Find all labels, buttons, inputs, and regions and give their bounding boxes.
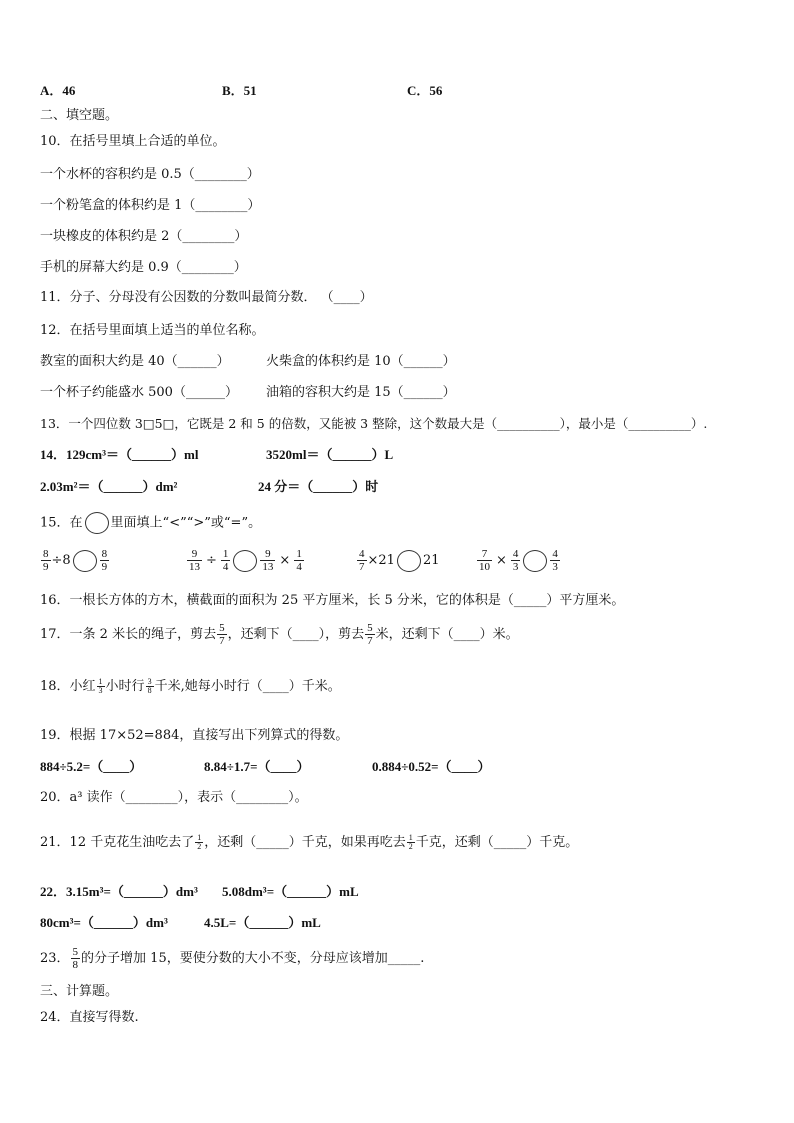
- option-c: C．56: [407, 83, 443, 98]
- fraction: $\frac{1}{4}$: [296, 548, 302, 573]
- fraction: $\frac{9}{13}$: [262, 548, 274, 573]
- question-24: 24．直接写得数.: [40, 1010, 139, 1025]
- compare-circle[interactable]: [233, 550, 257, 572]
- operand-text: 21: [422, 553, 440, 568]
- question-18-text-c: 千米,她每小时行（____）千米。: [154, 679, 341, 694]
- question-21-text-c: 千克，还剩（_____）千克。: [415, 835, 579, 850]
- operator-text: ×21: [367, 553, 395, 568]
- fraction: $\frac{3}{8}$: [147, 677, 152, 695]
- question-17-text-a: 17．一条 2 米长的绳子，剪去: [40, 627, 217, 642]
- question-15-expression-1: [40, 546, 110, 576]
- fraction: $\frac{7}{10}$: [479, 548, 490, 573]
- question-14-c: 2.03m²＝（______）dm²: [40, 479, 178, 494]
- question-10-line-2: 一个粉笔盒的体积约是 1（________）: [40, 198, 261, 213]
- question-22-d: 4.5L=（______）mL: [204, 915, 321, 930]
- question-17: [40, 620, 519, 650]
- option-a: A．46: [40, 83, 76, 98]
- section-heading-fill-in: 二、填空题。: [40, 108, 119, 123]
- question-15-expression-2: [186, 546, 305, 576]
- operator-text: ÷: [206, 553, 217, 568]
- fraction: $\frac{1}{3}$: [98, 677, 103, 695]
- question-16: 16．一根长方体的方木，横截面的面积为 25 平方厘米，长 5 分米，它的体积是（_____）平方厘米。: [40, 593, 625, 608]
- question-17-text-b: ，还剩下（____），剪去: [227, 627, 365, 642]
- compare-circle[interactable]: [73, 550, 97, 572]
- question-23-text: 的分子增加 15，要使分数的大小不变，分母应该增加_____.: [81, 951, 425, 966]
- question-21-text-a: 21．12 千克花生油吃去了: [40, 835, 195, 850]
- fraction: $\frac{8}{9}$: [101, 548, 108, 573]
- question-10-line-3: 一块橡皮的体积约是 2（________）: [40, 229, 248, 244]
- question-12-item-a: 教室的面积大约是 40（______）: [40, 354, 230, 369]
- question-20: 20．a³ 读作（________），表示（________）。: [40, 790, 308, 805]
- operator-text: ×: [279, 553, 291, 568]
- question-23: [40, 944, 424, 974]
- fraction: $\frac{1}{4}$: [222, 548, 229, 573]
- operator-text: ÷8: [51, 553, 71, 568]
- question-19-title: 19．根据 17×52=884，直接写出下列算式的得数。: [40, 728, 349, 743]
- question-22-b: 5.08dm³=（______）mL: [222, 884, 359, 899]
- question-17-text-c: 米，还剩下（____）米。: [375, 627, 519, 642]
- operator-text: ×: [496, 553, 507, 568]
- question-10-line-4: 手机的屏幕大约是 0.9（________）: [40, 260, 247, 275]
- question-14-d: 24 分＝（______）时: [258, 479, 379, 494]
- question-11: 11．分子、分母没有公因数的分数叫最简分数． （____）: [40, 290, 373, 305]
- option-b: B．51: [222, 83, 257, 98]
- question-12-item-d: 油箱的容积大约是 15（______）: [266, 385, 456, 400]
- fraction: $\frac{1}{2}$: [408, 833, 413, 851]
- question-14-b: 3520ml＝（______）L: [266, 447, 394, 462]
- section-heading-calculation: 三、计算题。: [40, 984, 119, 999]
- question-22-c: 80cm³=（______）dm³: [40, 915, 168, 930]
- question-14-a: 14．129cm³＝（______）ml: [40, 447, 199, 462]
- question-15-suffix: 里面填上“<”“>”或“=”。: [110, 515, 262, 531]
- fraction: $\frac{5}{7}$: [367, 622, 373, 647]
- question-15-title: [40, 512, 261, 534]
- fraction: $\frac{8}{9}$: [43, 548, 49, 573]
- compare-circle[interactable]: [523, 550, 547, 572]
- question-23-prefix: 23．: [40, 951, 70, 966]
- fraction: $\frac{1}{2}$: [197, 833, 202, 851]
- question-12-item-b: 火柴盒的体积约是 10（______）: [266, 354, 456, 369]
- question-19-c: 0.884÷0.52=（____）: [372, 759, 491, 774]
- fraction: $\frac{5}{7}$: [219, 622, 225, 647]
- compare-circle[interactable]: [397, 550, 421, 572]
- question-19-b: 8.84÷1.7=（____）: [204, 759, 310, 774]
- question-12-title: 12．在括号里面填上适当的单位名称。: [40, 323, 265, 338]
- question-10-line-1: 一个水杯的容积约是 0.5（________）: [40, 167, 260, 182]
- question-18-text-a: 18．小红: [40, 679, 96, 694]
- question-12-item-c: 一个杯子约能盛水 500（______）: [40, 385, 238, 400]
- fraction: $\frac{9}{13}$: [189, 548, 200, 573]
- question-21: [40, 834, 578, 852]
- fraction: $\frac{5}{8}$: [72, 946, 79, 971]
- question-15-prefix: 15．在: [40, 515, 83, 531]
- question-18: [40, 678, 341, 696]
- question-13: 13．一个四位数 3□5□，它既是 2 和 5 的倍数，又能被 3 整除，这个数最大是（__________），最小是（__________）.: [40, 416, 708, 431]
- question-19-a: 884÷5.2=（____）: [40, 759, 143, 774]
- fraction: $\frac{4}{7}$: [359, 548, 365, 573]
- fraction: $\frac{4}{3}$: [512, 548, 519, 573]
- question-15-expression-4: [476, 546, 561, 576]
- question-18-text-b: 小时行: [105, 679, 145, 694]
- question-10-title: 10．在括号里填上合适的单位。: [40, 134, 226, 149]
- question-15-expression-3: [356, 546, 439, 576]
- circle-blank-icon: [85, 512, 109, 534]
- question-22-a: 22．3.15m³=（______）dm³: [40, 884, 198, 899]
- fraction: $\frac{4}{3}$: [552, 548, 558, 573]
- question-21-text-b: ，还剩（_____）千克，如果再吃去: [204, 835, 406, 850]
